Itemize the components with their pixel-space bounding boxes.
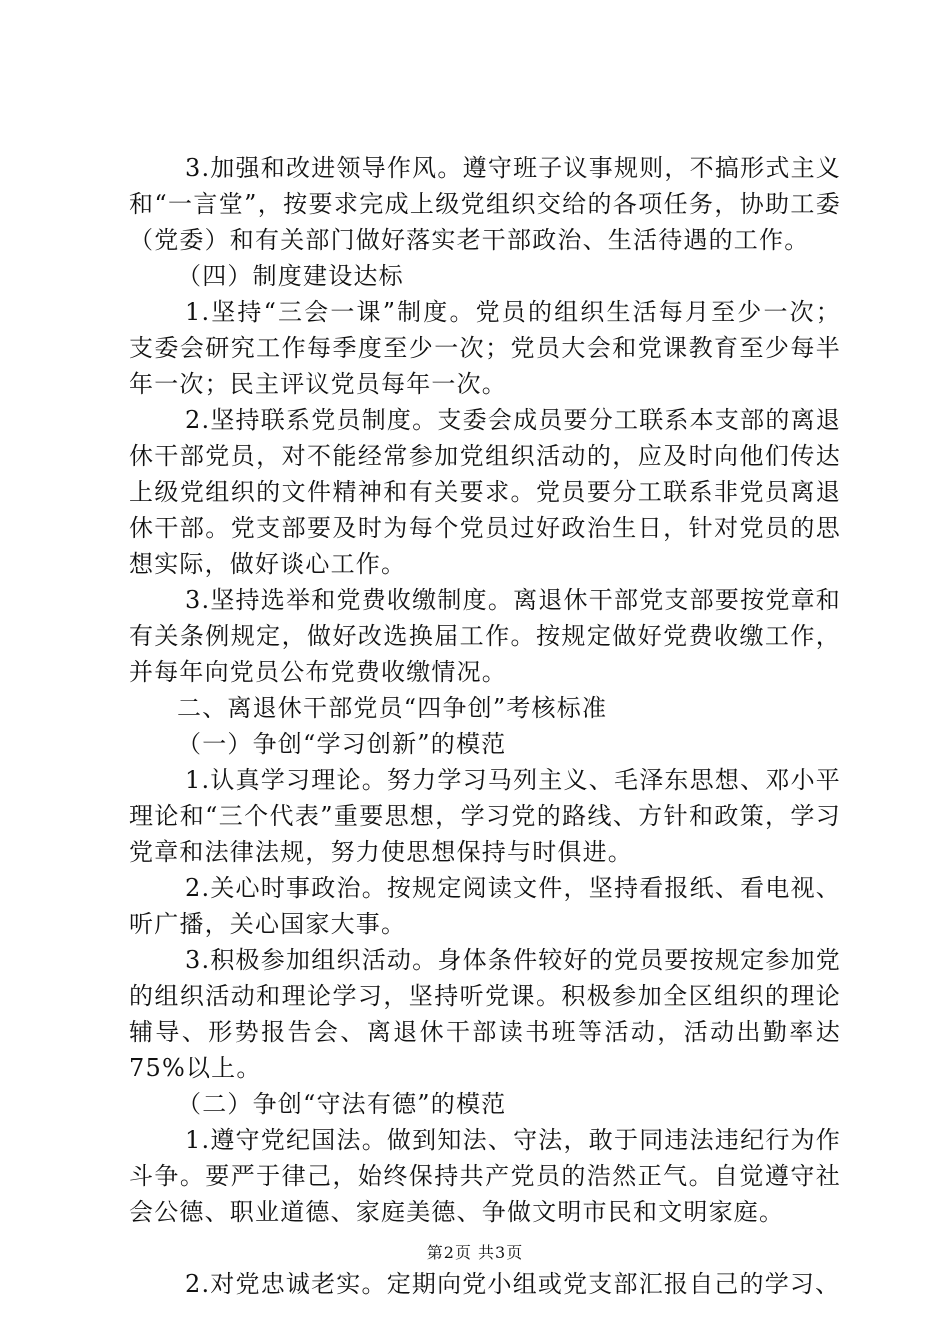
- page-number-footer: 第2页 共3页: [426, 1243, 524, 1262]
- document-body: [129, 150, 841, 1302]
- section-heading-assessment-standard: 二、离退休干部党员“四争创”考核标准: [177, 694, 608, 722]
- paragraph-obey-discipline: 1.遵守党纪国法。做到知法、守法，敢于同违法违纪行为作斗争。要严于律己，始终保持共产党员的浩然正气。自觉遵守社会公德、职业道德、家庭美德、争做文明市民和文明家庭。: [129, 1126, 841, 1226]
- paragraph-contact-members: 2.坚持联系党员制度。支委会成员要分工联系本支部的离退休干部党员，对不能经常参加党组织活动的，应及时向他们传达上级党组织的文件精神和有关要求。党员要分工联系非党员离退休干部。党支部要及时为每个党员过好政治生日，针对党员的思想实际，做好谈心工作。: [129, 406, 841, 578]
- paragraph-three-meetings: 1.坚持“三会一课”制度。党员的组织生活每月至少一次；支委会研究工作每季度至少一次；党员大会和党课教育至少每半年一次；民主评议党员每年一次。: [129, 298, 841, 398]
- paragraph-election-dues: 3.坚持选举和党费收缴制度。离退休干部党支部要按党章和有关条例规定，做好改选换届工作。按规定做好党费收缴工作，并每年向党员公布党费收缴情况。: [129, 586, 841, 686]
- paragraph-current-affairs: 2.关心时事政治。按规定阅读文件，坚持看报纸、看电视、听广播，关心国家大事。: [129, 874, 841, 938]
- subsection-heading-learning-innovation: （一）争创“学习创新”的模范: [177, 730, 507, 758]
- paragraph-loyalty: 2.对党忠诚老实。定期向党小组或党支部汇报自己的学习、: [185, 1270, 841, 1298]
- paragraph-leadership-style: 3.加强和改进领导作风。遵守班子议事规则，不搞形式主义和“一言堂”，按要求完成上级党组织交给的各项任务，协助工委（党委）和有关部门做好落实老干部政治、生活待遇的工作。: [129, 154, 841, 254]
- paragraph-organization-activities: 3.积极参加组织活动。身体条件较好的党员要按规定参加党的组织活动和理论学习，坚持听党课。积极参加全区组织的理论辅导、形势报告会、离退休干部读书班等活动，活动出勤率达75%以上。: [129, 946, 841, 1082]
- subsection-heading-law-virtue: （二）争创“守法有德”的模范: [177, 1090, 507, 1118]
- section-heading-system-building: （四）制度建设达标: [177, 262, 404, 290]
- paragraph-study-theory: 1.认真学习理论。努力学习马列主义、毛泽东思想、邓小平理论和“三个代表”重要思想，学习党的路线、方针和政策，学习党章和法律法规，努力使思想保持与时俱进。: [129, 766, 841, 866]
